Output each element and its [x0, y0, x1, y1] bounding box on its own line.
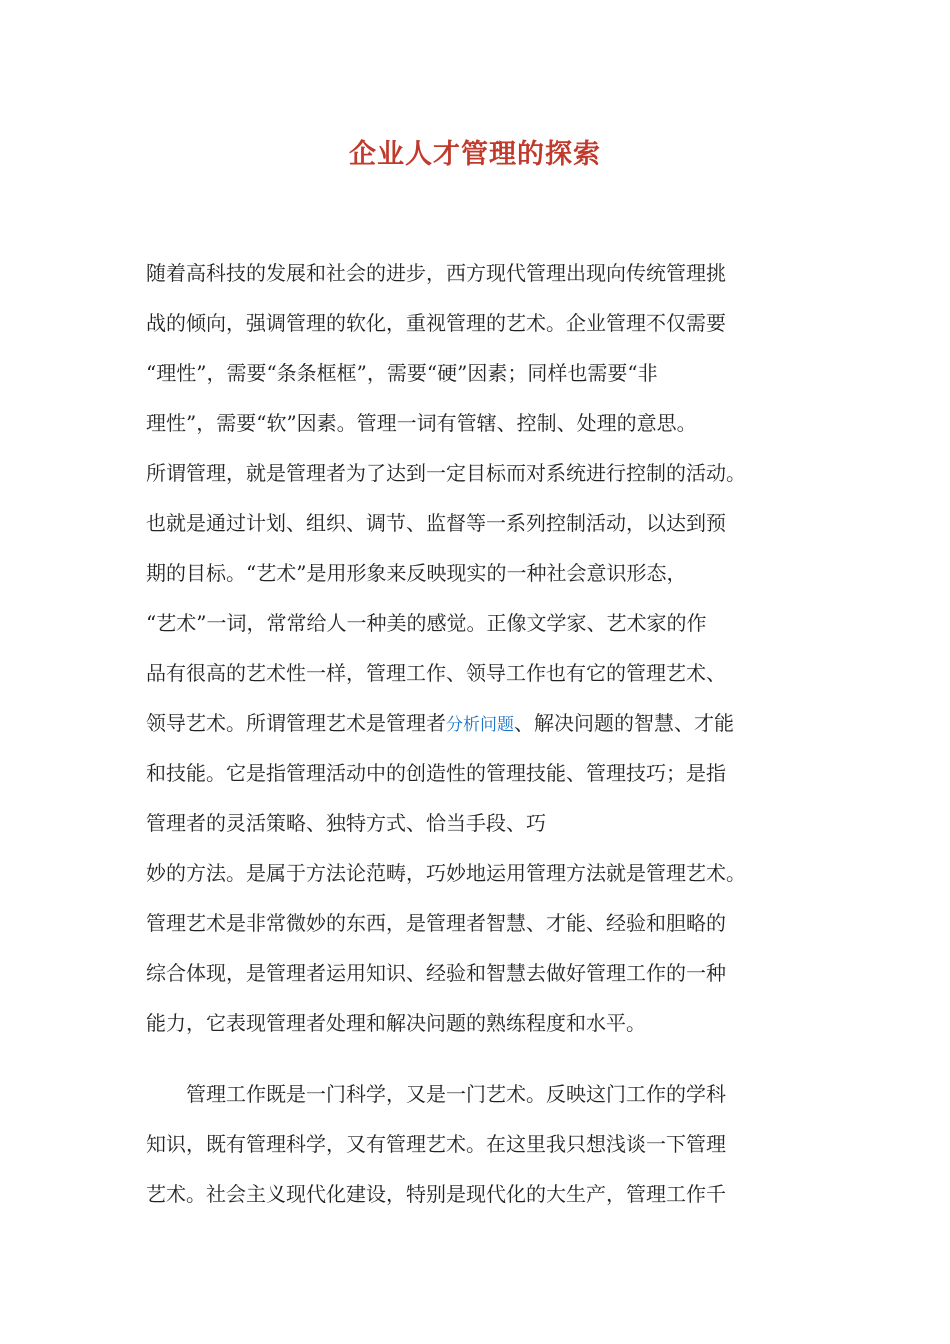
analysis-link[interactable]: 分析问题	[446, 715, 514, 735]
document-title: 企业人才管理的探索	[349, 139, 601, 170]
text-line-with-link	[146, 708, 826, 740]
text-line: 妙的方法。是属于方法论范畴，巧妙地运用管理方法就是管理艺术。	[146, 861, 746, 885]
text-line: 也就是通过计划、组织、调节、监督等一系列控制活动，以达到预	[146, 511, 726, 535]
text-line: “理性”，需要“条条框框”，需要“硬”因素；同样也需要“非	[146, 361, 658, 385]
text-line: 和技能。它是指管理活动中的创造性的管理技能、管理技巧；是指	[146, 761, 726, 785]
text-line: 能力，它表现管理者处理和解决问题的熟练程度和水平。	[146, 1011, 646, 1035]
text-segment: 领导艺术。所谓管理艺术是管理者	[146, 711, 446, 735]
text-line: 艺术。社会主义现代化建设，特别是现代化的大生产，管理工作千	[146, 1182, 726, 1206]
text-line: 战的倾向，强调管理的软化，重视管理的艺术。企业管理不仅需要	[146, 311, 726, 335]
text-line: 管理艺术是非常微妙的东西，是管理者智慧、才能、经验和胆略的	[146, 911, 726, 935]
text-line: 品有很高的艺术性一样，管理工作、领导工作也有它的管理艺术、	[146, 661, 726, 685]
text-segment: 、解决问题的智慧、才能	[514, 711, 734, 735]
text-line: “艺术”一词，常常给人一种美的感觉。正像文学家、艺术家的作	[146, 611, 707, 635]
text-line: 知识，既有管理科学，又有管理艺术。在这里我只想浅谈一下管理	[146, 1132, 726, 1156]
text-line: 所谓管理，就是管理者为了达到一定目标而对系统进行控制的活动。	[146, 461, 746, 485]
text-line: 综合体现，是管理者运用知识、经验和智慧去做好管理工作的一种	[146, 961, 726, 985]
text-line: 管理者的灵活策略、独特方式、恰当手段、巧	[146, 811, 546, 835]
text-line: 理性”，需要“软”因素。管理一词有管辖、控制、处理的意思。	[146, 411, 697, 435]
text-line: 随着高科技的发展和社会的进步，西方现代管理出现向传统管理挑	[146, 261, 726, 285]
text-line: 期的目标。“艺术”是用形象来反映现实的一种社会意识形态，	[146, 561, 687, 585]
text-line: 管理工作既是一门科学，又是一门艺术。反映这门工作的学科	[146, 1082, 726, 1106]
